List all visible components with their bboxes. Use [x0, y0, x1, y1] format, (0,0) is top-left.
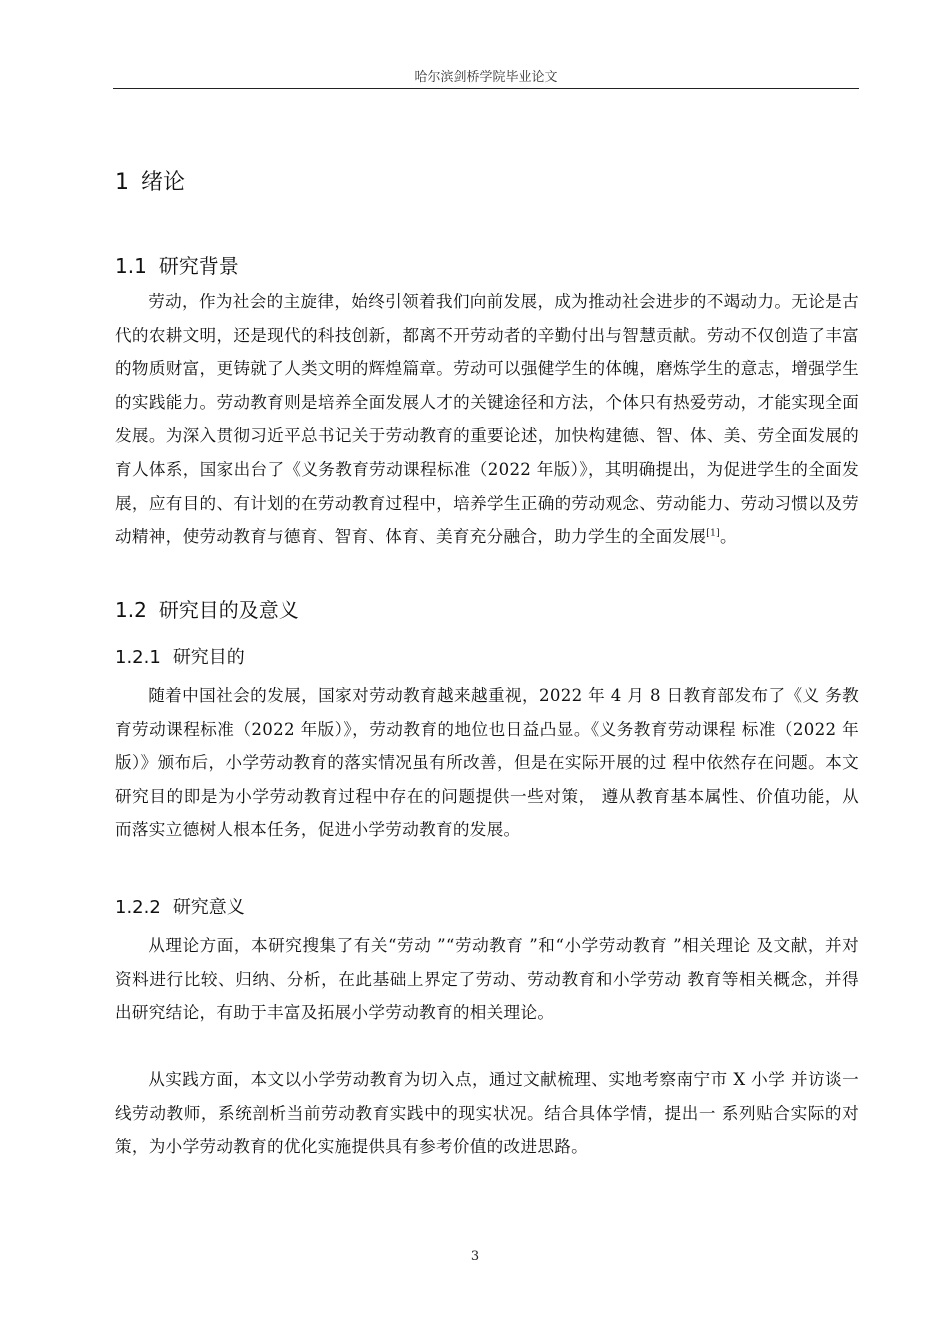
- subsection-number: 1.2.2: [115, 897, 161, 918]
- section-number: 1.1: [115, 254, 147, 278]
- header-divider: [113, 88, 859, 89]
- page-number: 3: [470, 1249, 480, 1264]
- subsection-heading-1-2-2: [115, 893, 245, 919]
- paragraph-end: 。: [719, 527, 737, 547]
- paragraph-text: 劳动，作为社会的主旋律，始终引领着我们向前发展，成为推动社会进步的不竭动力。无论是古代的农耕文明，还是现代的科技创新，都离不开劳动者的辛勤付出与智慧贡献。劳动不仅创造了丰富的物质财富，更铸就了人类文明的辉煌篇章。劳动可以强健学生的体魄，磨炼学生的意志，增强学生的实践能力。劳动教育则是培养全面发展人才的关键途径和方法，个体只有热爱劳动，才能实现全面发展。为深入贯彻习近平总书记关于劳动教育的重要论述，加快构建德、智、体、美、劳全面发展的育人体系，国家出台了《义务教育劳动课程标准（2022 年版）》，其明确提出，为促进学生的全面发展，应有目的、有计划的在劳动教育过程中，培养学生正确的劳动观念、劳动能力、劳动习惯以及劳动精神，使劳动教育与德育、智育、体育、美育充分融合，助力学生的全面发展: [115, 292, 859, 547]
- subsection-title: 研究目的: [172, 647, 245, 668]
- chapter-title: 绪论: [141, 170, 186, 195]
- subsection-title: 研究意义: [172, 897, 245, 918]
- section-number: 1.2: [115, 598, 147, 622]
- theory-significance-paragraph: 从理论方面，本研究搜集了有关“劳动 ”“劳动教育 ”和“小学劳动教育 ”相关理论 及文献，并对资料进行比较、归纳、分析，在此基础上界定了劳动、劳动教育和小学劳动 教育等相关概念，并得出研究结论，有助于丰富及拓展小学劳动教育的相关理论。: [115, 936, 859, 1023]
- section-title: 研究背景: [158, 254, 239, 278]
- subsection-heading-1-2-1: [115, 643, 245, 669]
- section-heading-1-1: [115, 250, 239, 279]
- chapter-number: 1: [115, 170, 129, 195]
- chapter-heading: [115, 165, 185, 196]
- page-header: 哈尔滨剑桥学院毕业论文: [414, 70, 558, 85]
- section-heading-1-2: [115, 594, 299, 623]
- section-title: 研究目的及意义: [158, 598, 299, 622]
- practice-significance-paragraph: 从实践方面，本文以小学劳动教育为切入点，通过文献梳理、实地考察南宁市 X 小学 并访谈一线劳动教师，系统剖析当前劳动教育实践中的现实状况。结合具体学情，提出一 系列贴合实际的对策，为小学劳动教育的优化实施提供具有参考价值的改进思路。: [115, 1070, 859, 1157]
- subsection-number: 1.2.1: [115, 647, 161, 668]
- citation-marker: [1]: [706, 528, 720, 539]
- purpose-paragraph: 随着中国社会的发展，国家对劳动教育越来越重视，2022 年 4 月 8 日教育部发布了《义 务教育劳动课程标准（2022 年版）》，劳动教育的地位也日益凸显。《义务教育劳动课程 标准（2022 年版）》颁布后，小学劳动教育的落实情况虽有所改善，但是在实际开展的过 程中依然存在问题。本文研究目的即是为小学劳动教育过程中存在的问题提供一些对策， 遵从教育基本属性、价值功能，从而落实立德树人根本任务，促进小学劳动教育的发展。: [115, 686, 859, 840]
- background-paragraph: [115, 285, 859, 554]
